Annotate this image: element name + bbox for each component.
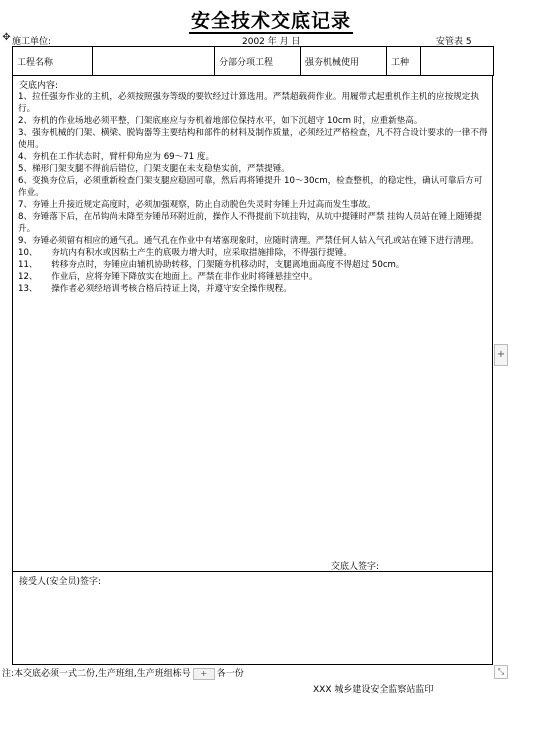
list-item [18, 259, 488, 271]
footnote [2, 666, 244, 680]
item-text: 夯锤上升接近规定高度时，必须加强观察，防止自动脱色失灵时夯锤上升过高而发生事故。 [32, 200, 376, 210]
list-item [18, 127, 488, 151]
list-item [18, 151, 488, 163]
item-number: 7、 [18, 200, 33, 210]
list-item [18, 247, 488, 259]
signer-label: 交底人签字: [331, 562, 380, 572]
item-number: 5、 [18, 164, 33, 174]
list-item [18, 211, 488, 235]
header-table [12, 46, 494, 76]
list-item [18, 163, 488, 175]
subproject-label: 分部分项工程 [215, 47, 301, 76]
item-text: 夯锤落下后，在吊钩尚未降至夯锤吊环附近前，操作人不得提前下坑挂钩，从坑中提锤时严禁 挂钩人员站在锤上随锤提升。 [18, 212, 482, 234]
header-row [13, 47, 494, 76]
list-item [18, 175, 488, 199]
item-text: 强夯机械的门架、横梁、脱钩器等主要结构和部件的材料及制作质量，必须经过严格检查，凡不符合设计要求的一律不得使用。 [18, 128, 488, 150]
item-text: 操作者必须经培训考核合格后持证上岗，并遵守安全操作规程。 [37, 284, 292, 294]
item-number: 3、 [18, 128, 33, 138]
resize-icon[interactable]: ⤡ [494, 665, 508, 679]
item-number: 9、 [18, 236, 33, 246]
footnote-right: 各一份 [216, 669, 244, 679]
receiver-label: 接受人(安全员)签字: [19, 577, 102, 587]
list-item [18, 199, 488, 211]
item-text: 拉任强夯作业的主机，必须按照强夯等级的要钦经过计算选用。严禁超载荷作业。用履带式起重机作主机的应按规定执行。 [18, 92, 479, 114]
move-icon[interactable]: ✥ [2, 32, 11, 43]
construction-unit-label: 施工单位: [12, 37, 52, 47]
item-text: 梯形门架支腿不得前后错位，门架支腿在未支稳垫实前，严禁提锤。 [32, 164, 290, 174]
item-number: 11、 [18, 260, 38, 270]
list-item [18, 271, 488, 283]
project-name-label: 工程名称 [13, 47, 93, 76]
item-number: 6、 [18, 176, 33, 186]
document-title [0, 6, 542, 33]
item-number: 8、 [18, 212, 33, 222]
content-cell[interactable] [12, 75, 493, 572]
project-name-value[interactable] [93, 47, 215, 76]
item-number: 12、 [18, 272, 38, 282]
list-item [18, 91, 488, 115]
instruction-list [18, 91, 488, 295]
item-text: 变换夯位后，必须重新检查门架支腿应稳固可靠，然后再将锤提升 10～30cm，检查整机，的稳定性，确认可靠后方可作业。 [18, 176, 483, 198]
receiver-cell[interactable] [12, 571, 493, 665]
organization-name: XXX 城乡建设安全监察站监印 [313, 685, 434, 695]
item-number: 1、 [18, 92, 33, 102]
item-number: 10、 [18, 248, 38, 258]
plus-icon[interactable]: + [494, 344, 508, 366]
plus-icon[interactable]: + [193, 668, 215, 680]
list-item [18, 235, 488, 247]
item-text: 作业后，应将夯锤下降放实在地面上。严禁在非作业时将锤悬挂空中。 [37, 272, 318, 282]
content-heading: 交底内容: [19, 81, 59, 91]
form-code: 安管表 5 [436, 37, 472, 47]
list-item [18, 115, 488, 127]
item-text: 夯机在工作状态时，臂杆仰角应为 69～71 度。 [32, 152, 215, 162]
list-item [18, 283, 488, 295]
item-number: 2、 [18, 116, 33, 126]
work-type-label: 工种 [387, 47, 421, 76]
item-number: 4、 [18, 152, 33, 162]
item-text: 夯机的作业场地必须平整，门架底座应与夯机着地部位保持水平，如下沉超守 10cm 时，应重新垫高。 [32, 116, 423, 126]
document-title-text: 安全技术交底记录 [190, 10, 351, 32]
subproject-value[interactable]: 强夯机械使用 [301, 47, 387, 76]
work-type-value[interactable] [421, 47, 494, 76]
item-text: 转移夯点时，夯锤应由辅机协助转移，门架随夯机移动时，支腿离地面高度不得超过 50cm。 [37, 260, 405, 270]
item-text: 夯坑内有积水或因粘土产生的底吸力增大时，应采取措施排除，不得强行提锤。 [37, 248, 352, 258]
item-text: 夯锤必须留有相应的通气孔。通气孔在作业中有堵塞现象时，应随时清理。严禁任何人钻入气孔或站在锤下进行清理。 [32, 236, 479, 246]
item-number: 13、 [18, 284, 38, 294]
footnote-left: 注:本交底必须一式二份,生产班组,生产班组栋号 [2, 669, 191, 679]
date-field: 2002 年 月 日 [242, 37, 301, 47]
